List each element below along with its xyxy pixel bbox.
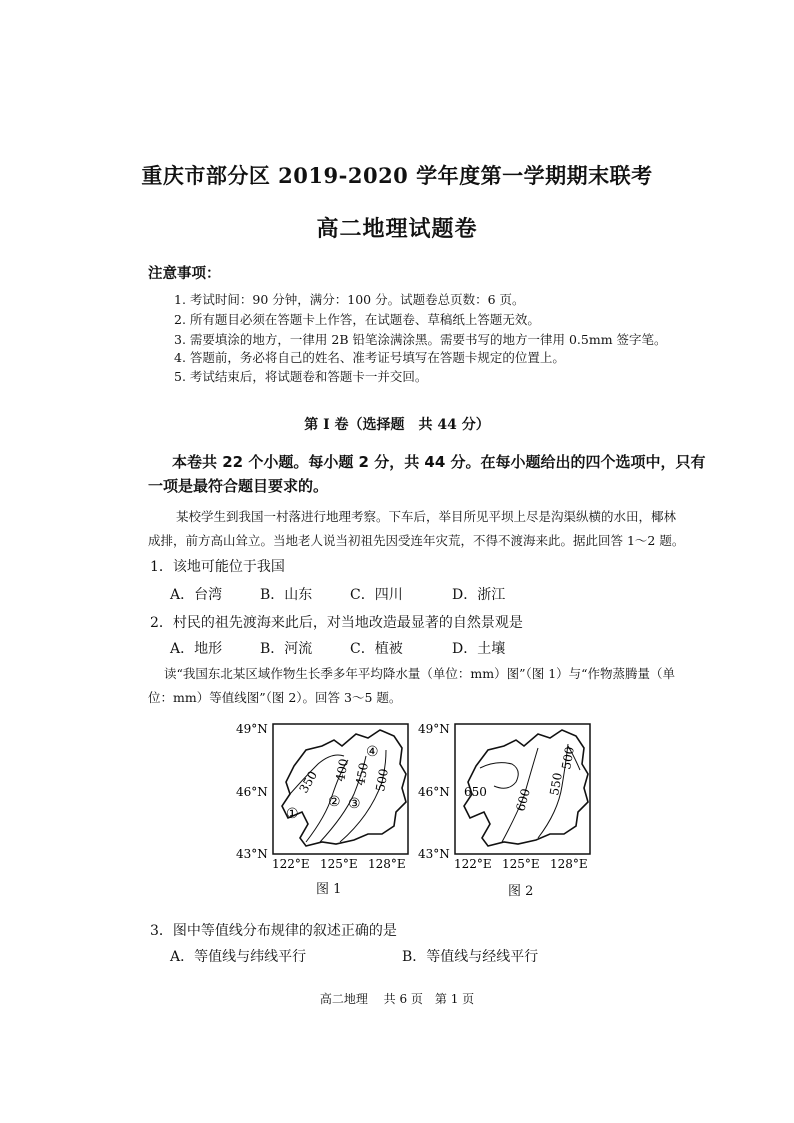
question-1-option-d: D．浙江 [452, 587, 506, 603]
notice-item: 4. 答题前，务必将自己的姓名、准考证号填写在答题卡规定的位置上。 [174, 350, 565, 365]
notice-item: 5. 考试结束后，将试题卷和答题卡一并交回。 [174, 369, 428, 384]
map-frame [273, 724, 408, 854]
marker-1: ① [286, 806, 299, 822]
question-2-option-b: B．河流 [260, 641, 313, 657]
marker-4: ④ [366, 744, 379, 760]
contour-label: 500 [373, 767, 391, 793]
notice-item: 2. 所有题目必须在答题卡上作答，在试题卷、草稿纸上答题无效。 [174, 312, 540, 327]
marker-2: ② [328, 794, 341, 810]
question-3-option-a: A．等值线与纬线平行 [170, 949, 307, 965]
lat-label: 46°N [236, 785, 268, 799]
contour-label: 600 [513, 787, 533, 813]
lon-label: 125°E [502, 857, 540, 871]
lat-label: 49°N [236, 722, 268, 736]
contour-label: 400 [333, 757, 351, 783]
figure-2-caption: 图 2 [508, 884, 534, 899]
exam-title: 重庆市部分区 2019-2020 学年度第一学期期末联考 [141, 163, 653, 188]
figure-1-map [236, 716, 416, 876]
notice-item: 3. 需要填涂的地方，一律用 2B 铅笔涂满涂黑。需要书写的地方一律用 0.5mm 签字笔。 [174, 332, 667, 347]
question-1-option-a: A．台湾 [170, 587, 223, 603]
contour-label: 550 [547, 771, 565, 797]
passage1-line1: 某校学生到我国一村落进行地理考察。下车后，举目所见平坝上尽是沟渠纵横的水田，椰林 [176, 509, 677, 524]
contour-label: 450 [353, 761, 371, 787]
notice-item: 1. 考试时间：90 分钟，满分：100 分。试题卷总页数：6 页。 [174, 292, 525, 307]
lat-label: 43°N [236, 847, 268, 861]
notice-heading: 注意事项： [148, 265, 221, 282]
question-2-option-a: A．地形 [170, 641, 223, 657]
lat-label: 49°N [418, 722, 450, 736]
passage2-line2: 位：mm）等值线图”（图 2）。回答 3～5 题。 [148, 690, 402, 705]
question-3-option-b: B．等值线与经线平行 [402, 949, 539, 965]
question-1-option-c: C．四川 [350, 587, 403, 603]
lon-label: 128°E [550, 857, 588, 871]
lon-label: 122°E [272, 857, 310, 871]
marker-3: ③ [348, 796, 361, 812]
figure-2-map [418, 716, 598, 876]
figure-1-caption: 图 1 [316, 882, 342, 897]
lat-label: 46°N [418, 785, 450, 799]
question-1-option-b: B．山东 [260, 587, 313, 603]
question-1-stem: 1．该地可能位于我国 [150, 559, 285, 575]
question-2-option-c: C．植被 [350, 641, 403, 657]
exam-subtitle: 高二地理试题卷 [316, 216, 478, 242]
page-footer: 高二地理 共 6 页 第 1 页 [319, 992, 475, 1006]
section-title: 第 I 卷（选择题 共 44 分） [304, 417, 490, 433]
section-intro-line2: 一项是最符合题目要求的。 [148, 477, 329, 495]
lon-label: 128°E [368, 857, 406, 871]
section-intro-line1: 本卷共 22 个小题。每小题 2 分，共 44 分。在每小题给出的四个选项中，只有 [172, 453, 706, 471]
contour-label: 650 [464, 785, 487, 799]
lon-label: 125°E [320, 857, 358, 871]
contour-label: 500 [559, 745, 577, 771]
question-2-option-d: D．土壤 [452, 641, 506, 657]
question-2-stem: 2．村民的祖先渡海来此后，对当地改造最显著的自然景观是 [150, 615, 523, 631]
passage2-line1: 读“我国东北某区域作物生长季多年平均降水量（单位：mm）图”（图 1）与“作物蒸腾量（单 [164, 666, 676, 681]
passage1-line2: 成排，前方高山耸立。当地老人说当初祖先因受连年灾荒，不得不渡海来此。据此回答 1～2 题。 [148, 533, 685, 548]
contour-label: 350 [296, 768, 321, 796]
question-3-stem: 3．图中等值线分布规律的叙述正确的是 [150, 923, 397, 939]
lat-label: 43°N [418, 847, 450, 861]
lon-label: 122°E [454, 857, 492, 871]
